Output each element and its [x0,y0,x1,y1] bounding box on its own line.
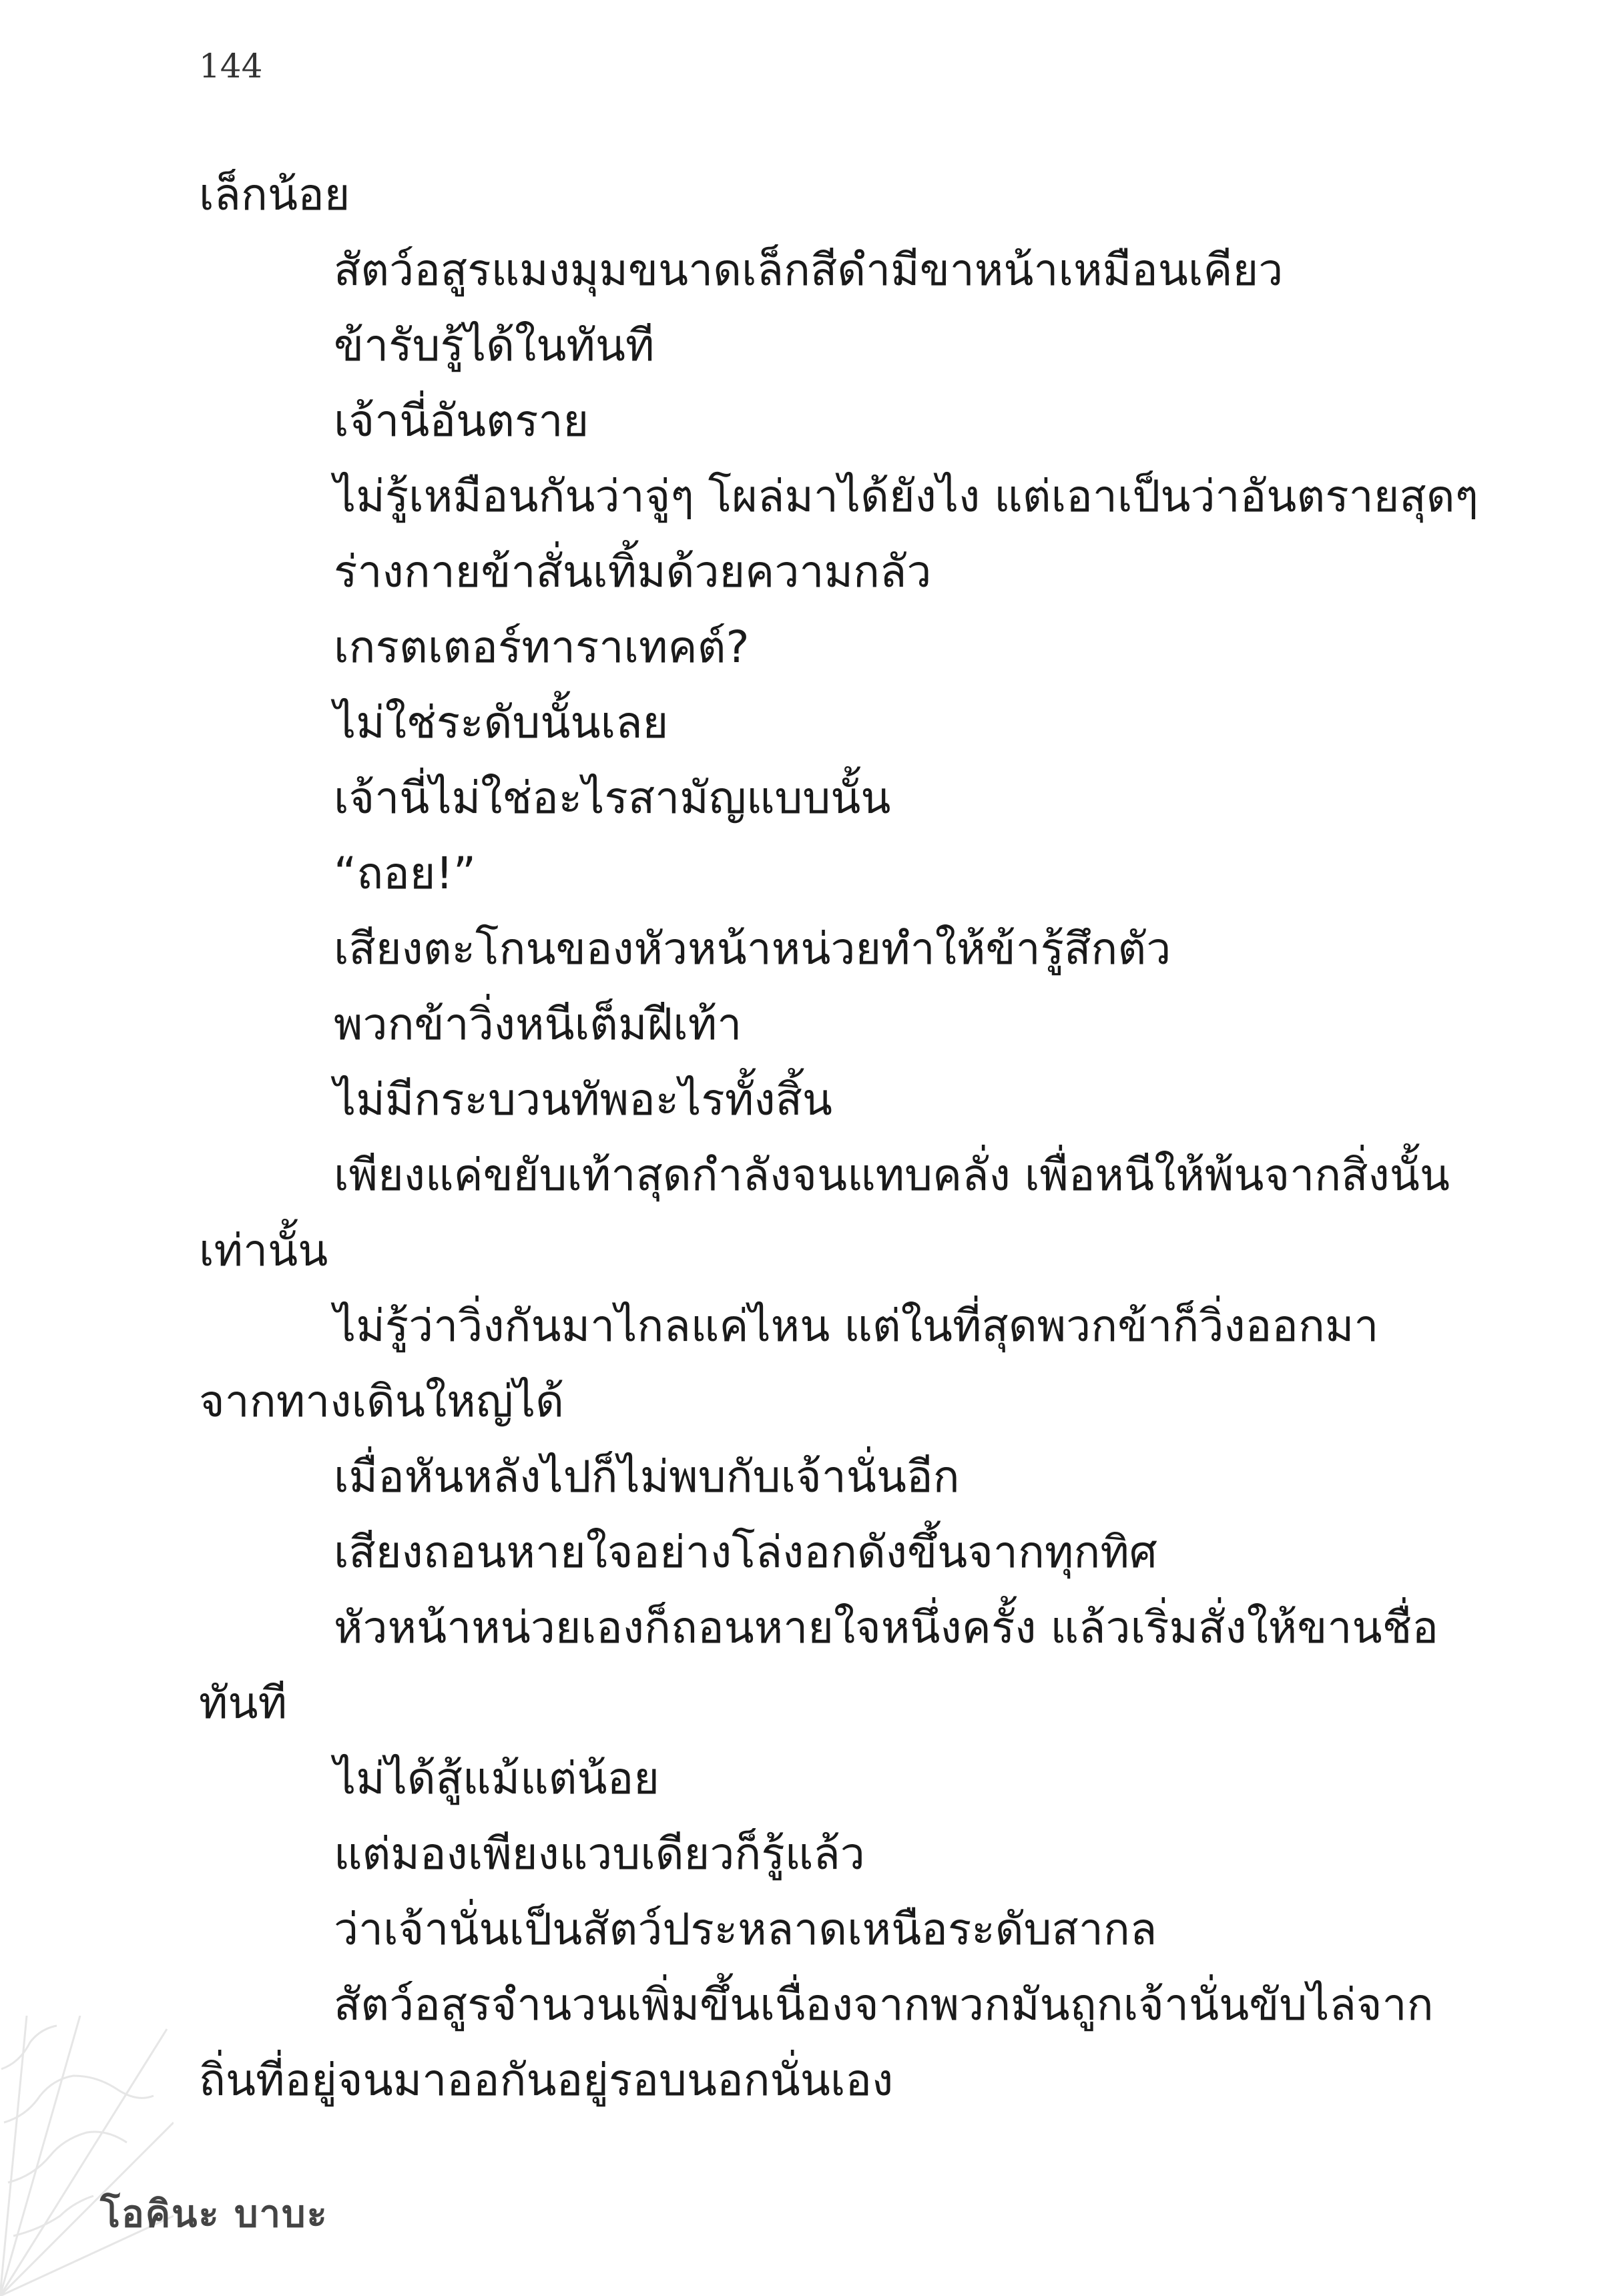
text-line: เสียงถอนหายใจอย่างโล่งอกดังขึ้นจากทุกทิศ [334,1526,1157,1578]
text-line: เพียงแค่ขยับเท้าสุดกำลังจนแทบคลั่ง เพื่อหนีให้พ้นจากสิ่งนั้น [334,1149,1450,1201]
text-line: ว่าเจ้านั่นเป็นสัตว์ประหลาดเหนือระดับสากล [334,1904,1157,1955]
text-line: ไม่รู้ว่าวิ่งกันมาไกลแค่ไหน แต่ในที่สุดพวกข้าก็วิ่งออกมา [334,1300,1379,1352]
text-line: สัตว์อสูรแมงมุมขนาดเล็กสีดำมีขาหน้าเหมือนเคียว [334,244,1284,296]
text-line: เจ้านี่อันตราย [334,395,589,447]
text-line: ทันที [199,1677,288,1729]
page-number: 144 [199,47,263,85]
text-line: ไม่มีกระบวนทัพอะไรทั้งสิ้น [334,1074,833,1125]
text-line: ถิ่นที่อยู่จนมาออกันอยู่รอบนอกนั่นเอง [199,2054,894,2106]
text-line: พวกข้าวิ่งหนีเต็มฝีเท้า [334,998,742,1050]
text-line: แต่มองเพียงแวบเดียวก็รู้แล้ว [334,1828,865,1880]
text-line: เล็กน้อย [199,169,350,220]
text-line: ร่างกายข้าสั่นเทิ้มด้วยความกลัว [334,546,932,597]
text-line: เมื่อหันหลังไปก็ไม่พบกับเจ้านั่นอีก [334,1451,960,1502]
text-line: เจ้านี่ไม่ใช่อะไรสามัญแบบนั้น [334,772,891,824]
text-line: ไม่ได้สู้แม้แต่น้อย [334,1753,659,1804]
text-line: ไม่รู้เหมือนกันว่าจู่ๆ โผล่มาได้ยังไง แต่เอาเป็นว่าอันตรายสุดๆ [334,471,1479,522]
text-line: ไม่ใช่ระดับนั้นเลย [334,697,669,748]
spider-web-decoration [0,2016,174,2296]
text-line: ข้ารับรู้ได้ในทันที [334,320,655,371]
text-line: จากทางเดินใหญ่ได้ [199,1376,565,1427]
text-line: สัตว์อสูรจำนวนเพิ่มขึ้นเนื่องจากพวกมันถูกเจ้านั่นขับไล่จาก [334,1979,1434,2030]
text-line: เกรตเตอร์ทาราเทคต์? [334,621,750,673]
footer-author: โอคินะ บาบะ [100,2193,328,2236]
text-line: “ถอย!” [334,848,477,899]
text-line: หัวหน้าหน่วยเองก็ถอนหายใจหนึ่งครั้ง แล้วเริ่มสั่งให้ขานชื่อ [334,1602,1439,1653]
text-line: เท่านั้น [199,1225,328,1276]
text-line: เสียงตะโกนของหัวหน้าหน่วยทำให้ข้ารู้สึกตัว [334,923,1171,974]
